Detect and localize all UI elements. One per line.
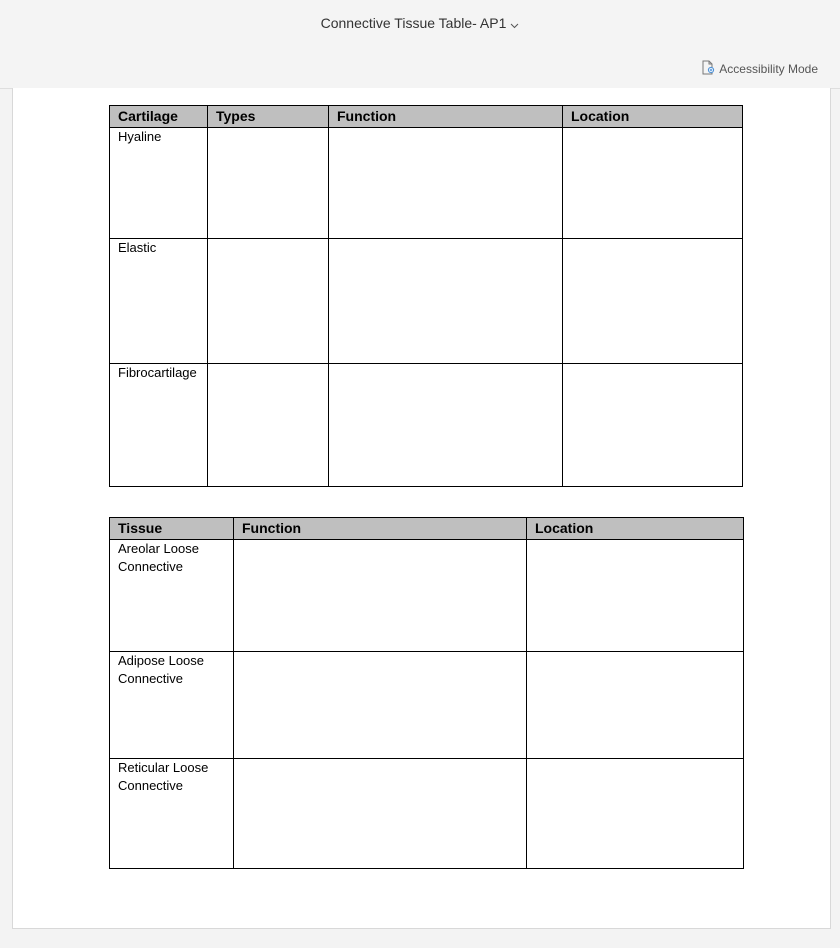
row-label-reticular[interactable]: Reticular Loose Connective [110, 759, 234, 869]
row-label-areolar[interactable]: Areolar Loose Connective [110, 540, 234, 652]
accessibility-mode-button[interactable] [701, 60, 818, 78]
document-title: Connective Tissue Table- AP1 [320, 15, 507, 31]
chevron-down-icon [510, 16, 519, 32]
table-row [110, 759, 744, 869]
row-label-adipose[interactable]: Adipose Loose Connective [110, 652, 234, 759]
table-cell[interactable] [329, 364, 563, 487]
title-bar [0, 0, 840, 89]
column-header-location: Location [563, 106, 743, 128]
table-cell[interactable] [527, 652, 744, 759]
table-cell[interactable] [208, 128, 329, 239]
table-cell[interactable] [527, 540, 744, 652]
table-row [110, 540, 744, 652]
table-cell[interactable] [563, 364, 743, 487]
document-page [12, 88, 831, 929]
column-header-cartilage: Cartilage [110, 106, 208, 128]
tissue-table [109, 517, 744, 869]
column-header-types: Types [208, 106, 329, 128]
table-header-row [110, 106, 743, 128]
accessibility-icon [701, 60, 715, 78]
column-header-tissue: Tissue [110, 518, 234, 540]
row-label-hyaline[interactable]: Hyaline [110, 128, 208, 239]
row-label-elastic[interactable]: Elastic [110, 239, 208, 364]
cartilage-table [109, 105, 743, 487]
table-cell[interactable] [329, 239, 563, 364]
table-row [110, 652, 744, 759]
table-row [110, 239, 743, 364]
table-cell[interactable] [234, 540, 527, 652]
table-row [110, 364, 743, 487]
document-title-menu[interactable] [0, 15, 840, 32]
table-cell[interactable] [208, 239, 329, 364]
table-cell[interactable] [234, 652, 527, 759]
table-cell[interactable] [234, 759, 527, 869]
table-cell[interactable] [329, 128, 563, 239]
table-cell[interactable] [563, 128, 743, 239]
column-header-location: Location [527, 518, 744, 540]
table-cell[interactable] [563, 239, 743, 364]
table-row [110, 128, 743, 239]
column-header-function: Function [234, 518, 527, 540]
row-label-fibrocartilage[interactable]: Fibrocartilage [110, 364, 208, 487]
table-cell[interactable] [527, 759, 744, 869]
column-header-function: Function [329, 106, 563, 128]
table-cell[interactable] [208, 364, 329, 487]
table-header-row [110, 518, 744, 540]
accessibility-mode-label: Accessibility Mode [719, 62, 818, 76]
